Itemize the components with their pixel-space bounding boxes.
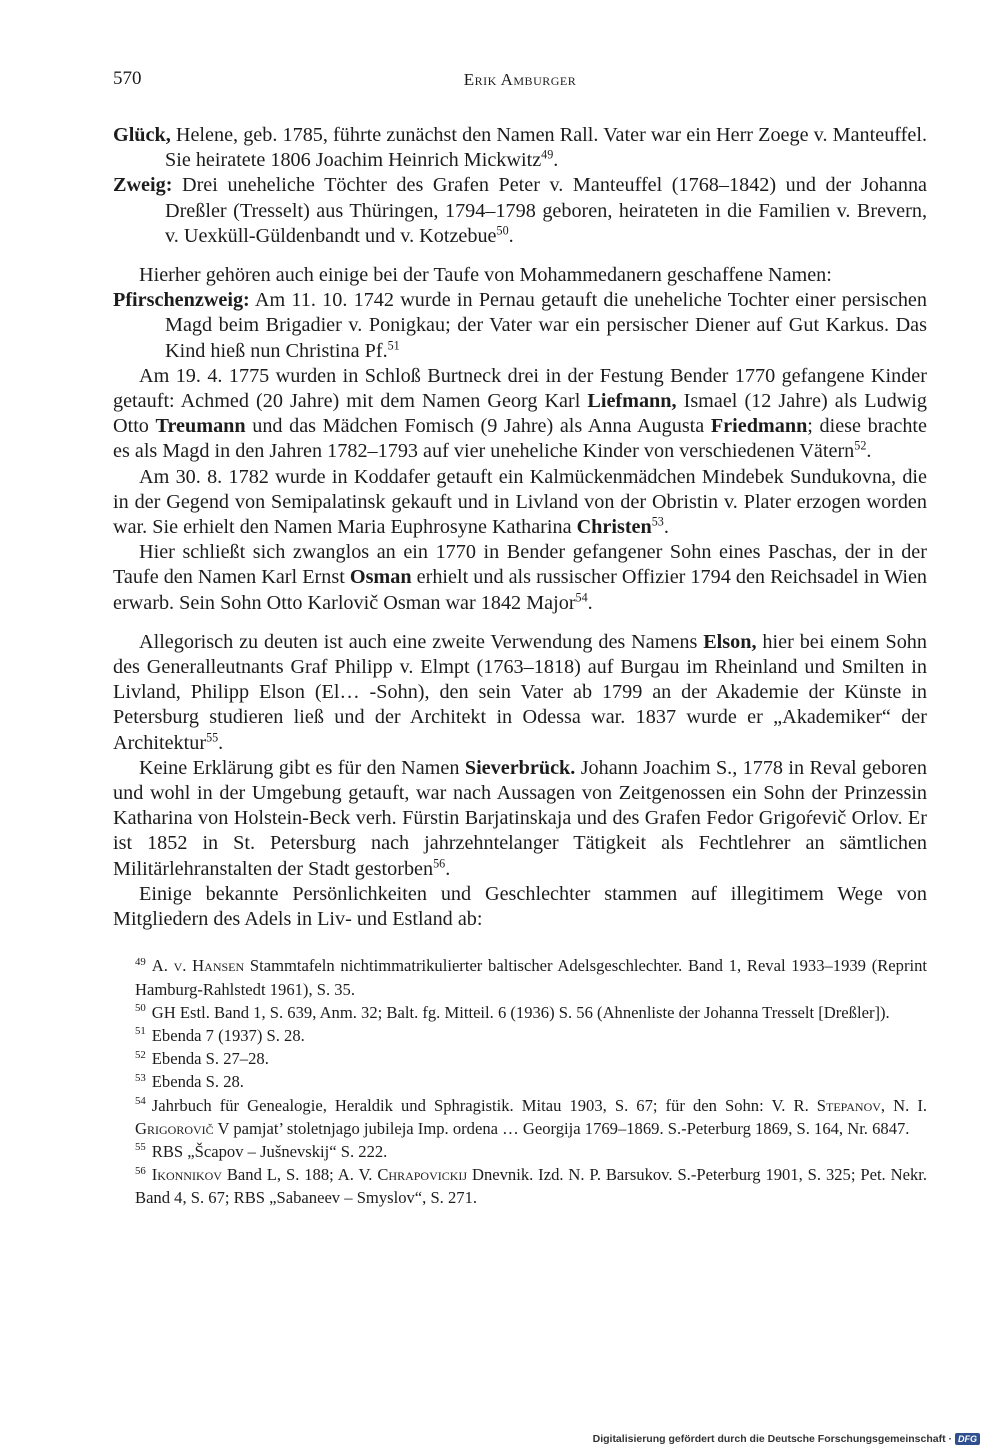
text: Ismael (12 Jahre) als Ludwig Otto [113, 390, 927, 438]
text: Keine Erklärung gibt es für den Namen [139, 756, 465, 779]
digitization-credit [593, 1433, 980, 1445]
footnote-text: V pamjat’ stoletnjago jubileja Imp. ordena … Georgija 1769–1869. S.-Peterburg 1869, S. 164, Nr. 6847. [213, 1118, 910, 1138]
text: Am 30. 8. 1782 wurde in Koddafer getauft ein Kalmückenmädchen Mindebek Sundukovna, die in der Gegend von Semipalatinsk gekauft und in Livland von der Obristin v. Plater erzogen worden war. Sie erhielt den Namen Maria Euphrosyne Katharina [113, 465, 927, 539]
note-ref[interactable]: 49 [541, 147, 554, 162]
entry-text: Am 11. 10. 1742 wurde in Pernau getauft die uneheliche Tochter einer persischen Magd beim Brigadier v. Ponigkau; der Vater war ein persischer Diener auf Gut Karkus. Das Kind hieß nun Christina Pf. [165, 289, 927, 362]
footnote-text: Ebenda 7 (1937) S. 28. [151, 1025, 305, 1045]
note-ref[interactable]: 50 [496, 223, 509, 238]
entry-name: Pfirschenzweig: [113, 289, 250, 312]
footnote-text: RBS „Šcapov – Jušnevskij“ S. 222. [151, 1141, 388, 1161]
footnotes [113, 954, 927, 1209]
note-ref[interactable]: 55 [206, 729, 219, 744]
paragraph-elson [113, 630, 927, 756]
author-name: Grigorovič [135, 1118, 214, 1138]
footnote-52 [113, 1047, 927, 1070]
paragraph-closing: Einige bekannte Persönlichkeiten und Geschlechter stammen auf illegitimem Wege von Mitgliedern des Adels in Liv- und Estland ab: [113, 882, 927, 931]
punct: . [866, 440, 872, 463]
page [113, 68, 927, 1210]
author-name: A. v. Hansen [151, 956, 245, 976]
footnote-text: Ebenda S. 27–28. [151, 1049, 269, 1069]
main-text [113, 123, 927, 932]
punct: . [587, 591, 593, 614]
text: ; diese brachte es als Magd in den Jahren 1782–1793 auf vier uneheliche Kinder von verschiedenen Vätern [113, 415, 927, 463]
footnote-number: 49 [135, 955, 146, 968]
paragraph-sieverbrueck [113, 756, 927, 882]
footnote-50 [113, 1001, 927, 1024]
footnote-49 [113, 954, 927, 1000]
name-osman: Osman [349, 566, 412, 589]
name-friedmann: Friedmann [710, 415, 808, 438]
paragraph-osman [113, 540, 927, 616]
footnote-text: Jahrbuch für Genealogie, Heraldik und Sphragistik. Mitau 1903, S. 67; für den Sohn: V. R. [151, 1095, 817, 1115]
note-ref[interactable]: 56 [433, 855, 446, 870]
footnote-56 [113, 1163, 927, 1209]
footnote-text: Band L, S. 188; A. V. [221, 1165, 378, 1185]
text: Hier schließt sich zwanglos an ein 1770 in Bender gefangener Sohn eines Paschas, der in der Taufe den Namen Karl Ernst [113, 541, 927, 589]
footnote-54 [113, 1094, 927, 1140]
paragraph-intro: Hierher gehören auch einige bei der Taufe von Mohammedanern geschaffene Namen: [139, 264, 832, 287]
text: erhielt und als russischer Offizier 1794 den Reichsadel in Wien erwarb. Sein Sohn Otto Karlovič Osman war 1842 Major [113, 566, 927, 614]
entry-pfirschenzweig [113, 288, 927, 364]
punct: . [663, 516, 669, 539]
footnote-number: 53 [135, 1071, 146, 1084]
entry-name: Glück, [113, 124, 171, 146]
text: Johann Joachim S., 1778 in Reval geboren und wohl in der Umgebung getauft, war nach Aussagen von Zeitgenossen ein Sohn der Prinzessin Katharina von Holstein-Beck verh. Fürstin Barjatinskaja und des Grafen Fedor Grigoŕevič Orlov. Er ist 1852 in St. Petersburg nach jahrzehntelanger Tätigkeit als Fechtlehrer an sämtlichen Militärlehranstalten der Stadt gestorben [113, 756, 927, 880]
paragraph-christen [113, 465, 927, 541]
text: Am 19. 4. 1775 wurden in Schloß Burtneck drei in der Festung Bender 1770 gefangene Kinder getauft: Achmed (20 Jahre) mit dem Namen Georg Karl [113, 364, 927, 413]
footnote-number: 51 [135, 1025, 146, 1038]
footnote-53 [113, 1070, 927, 1093]
note-ref[interactable]: 54 [575, 589, 588, 604]
footnote-text: Dnevnik. Izd. N. P. Barsukov. S.-Peterburg 1901, S. 325; Pet. Nekr. Band 4, S. 67; RBS „Sabaneev – Smyslov“, S. 271. [135, 1165, 927, 1208]
punct: . [553, 149, 559, 172]
credit-text: Digitalisierung gefördert durch die Deutsche Forschungsgemeinschaft · [592, 1433, 952, 1445]
author-name: Chrapovickij [377, 1165, 468, 1185]
punct: . [218, 731, 224, 754]
dfg-logo: DFG [955, 1433, 980, 1445]
footnote-text: Ebenda S. 28. [151, 1072, 244, 1092]
running-header [113, 68, 927, 98]
footnote-number: 56 [135, 1164, 146, 1177]
note-ref[interactable]: 53 [651, 514, 664, 529]
footnote-55 [113, 1140, 927, 1163]
entry-text: Helene, geb. 1785, führte zunächst den Namen Rall. Vater war ein Herr Zoege v. Manteuffel. Sie heiratete 1806 Joachim Heinrich Mickwitz [165, 124, 927, 172]
author-name: Stepanov [816, 1095, 881, 1115]
text: Allegorisch zu deuten ist auch eine zweite Verwendung des Namens [139, 630, 704, 653]
name-christen: Christen [576, 516, 652, 539]
footnote-text: Stammtafeln nichtimmatrikulierter baltischer Adelsgeschlechter. Band 1, Reval 1933–1939 (Reprint Hamburg-Rahlstedt 1961), S. 35. [135, 956, 928, 999]
paragraph-treumann [113, 364, 927, 465]
name-sieverbrueck: Sieverbrück. [464, 756, 576, 779]
name-elson: Elson, [703, 630, 757, 653]
footnote-number: 54 [135, 1094, 146, 1107]
punct: . [508, 224, 514, 247]
footnote-number: 55 [135, 1141, 146, 1154]
entry-zweig [113, 173, 927, 249]
footnote-number: 52 [135, 1048, 146, 1061]
entry-text: Drei uneheliche Töchter des Grafen Peter v. Manteuffel (1768–1842) und der Johanna Dreßler (Tresselt) aus Thüringen, 1794–1798 geboren, heirateten in die Familien v. Brevern, v. Uexküll-Güldenbandt und v. Kotzebue [165, 174, 927, 247]
footnote-number: 50 [135, 1002, 146, 1015]
entry-glueck [113, 123, 927, 173]
footnote-51 [113, 1024, 927, 1047]
footnote-text: GH Estl. Band 1, S. 639, Anm. 32; Balt. fg. Mitteil. 6 (1936) S. 56 (Ahnenliste der Johanna Tresselt [Dreßler]). [151, 1002, 890, 1022]
running-head-author: Erik Amburger [463, 70, 577, 89]
text: hier bei einem Sohn des Generalleutnants Graf Philipp v. Elmpt (1763–1818) auf Burgau im Rheinland und Smilten in Livland, Philipp Elson (El… -Sohn), den sein Vater ab 1799 an der Akademie der Künste in Petersburg studieren ließ und der Architekt in Odessa war. 1837 wurde er „Akademiker“ der Architektur [113, 630, 927, 754]
note-ref[interactable]: 51 [387, 337, 400, 352]
page-number: 570 [113, 68, 142, 89]
entry-name: Zweig: [113, 174, 173, 197]
name-liefmann: Liefmann, [587, 390, 677, 413]
name-treumann: Treumann [155, 415, 246, 438]
text: und das Mädchen Fomisch (9 Jahre) als Anna Augusta [245, 415, 711, 438]
punct: . [445, 857, 451, 880]
author-name: Ikonnikov [151, 1165, 222, 1185]
note-ref[interactable]: 52 [854, 438, 867, 453]
footnote-text: , N. I. [880, 1095, 927, 1115]
